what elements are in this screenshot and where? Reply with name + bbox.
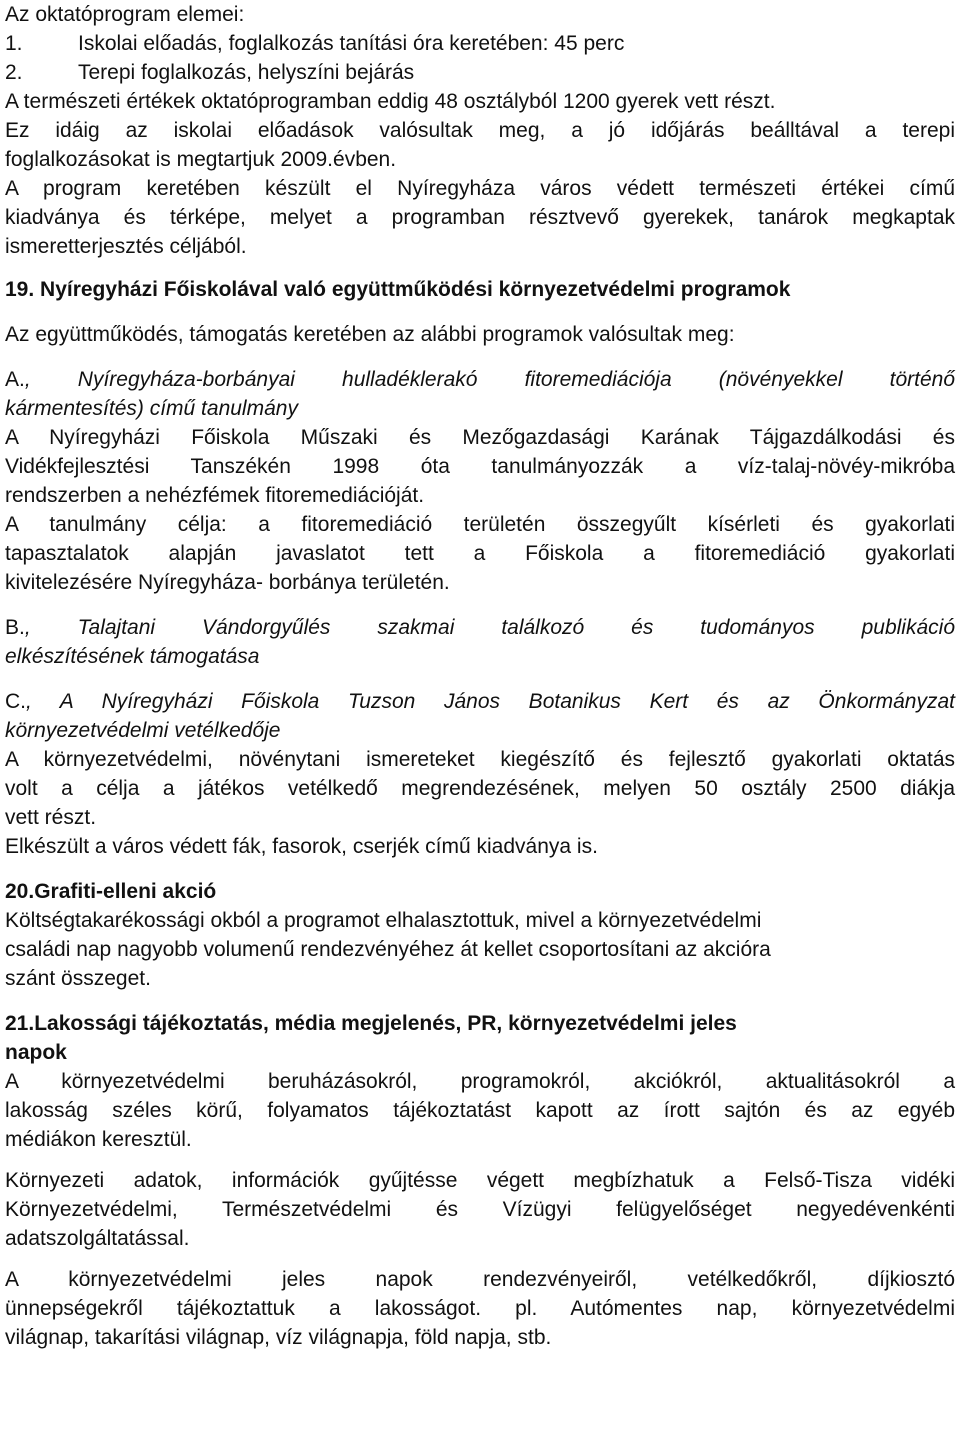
paragraph-line: Vidékfejlesztési Tanszékén 1998 óta tanulmányozzák a víz-talaj-növéy-mikróba [5,455,955,478]
paragraph-line: A környezetvédelmi beruházásokról, programokról, akciókról, aktualitásokról a [5,1070,955,1093]
paragraph-line: volt a célja a játékos vetélkedő megrendezésének, melyen 50 osztály 2500 diákja [5,777,955,800]
paragraph-line: kiadványa és térképe, melyet a programban résztvevő gyerekek, tanárok megkaptak [5,206,955,229]
paragraph-line: ünnepségekről tájékoztattuk a lakosságot. pl. Autómentes nap, környezetvédelmi [5,1297,955,1320]
paragraph-line: vett részt. [5,806,97,829]
document-page [5,0,955,1352]
list-item [5,58,955,87]
item-a-title-text: , Nyíregyháza-borbányai hulladéklerakó fitoremediációja (növényekkel történő [24,368,955,391]
paragraph-line: családi nap nagyobb volumenű rendezvényéhez át kellet csoportosítani az akcióra [5,938,771,961]
item-c-title-text: , A Nyíregyházi Főiskola Tuzson János Botanikus Kert és az Önkormányzat [26,690,955,713]
paragraph-line: Elkészült a város védett fák, fasorok, cserjék című kiadványa is. [5,835,598,858]
item-b-title-line: elkészítésének támogatása [5,645,260,668]
paragraph-line: A Nyíregyházi Főiskola Műszaki és Mezőgazdasági Karának Tájgazdálkodási és [5,426,955,449]
paragraph-line: kivitelezésére Nyíregyháza- borbánya területén. [5,571,450,594]
item-b-title-line [5,613,955,642]
paragraph-line: világnap, takarítási világnap, víz világnapja, föld napja, stb. [5,1326,552,1349]
intro-heading: Az oktatóprogram elemei: [5,3,245,26]
section-19-lead: Az együttműködés, támogatás keretében az alábbi programok valósultak meg: [5,323,735,346]
paragraph-line: foglalkozásokat is megtartjuk 2009.évben. [5,148,397,171]
section-20-title [5,877,955,906]
list-item-text: Terepi foglalkozás, helyszíni bejárás [78,61,415,84]
item-b-title-text: , Talajtani Vándorgyűlés szakmai találkozó és tudományos publikáció [24,616,955,639]
section-21-title [5,1009,955,1038]
section-20-number: 20. [5,880,35,903]
paragraph-line: médiákon keresztül. [5,1128,192,1151]
section-21-title-text: Lakossági tájékoztatás, média megjelenés, PR, környezetvédelmi jeles [34,1012,737,1035]
participation-line: A természeti értékek oktatóprogramban eddig 48 osztályból 1200 gyerek vett részt. [5,90,776,113]
item-a-label: A. [5,368,25,391]
paragraph-line: tapasztalatok alapján javaslatot tett a Főiskola a fitoremediáció gyakorlati [5,542,955,565]
item-a-title-line [5,365,955,394]
paragraph-line: szánt összeget. [5,967,151,990]
paragraph-line: Környezeti adatok, információk gyűjtésse végett megbízhatuk a Felső-Tisza vidéki [5,1169,955,1192]
paragraph-line: Költségtakarékossági okból a programot elhalasztottuk, mivel a környezetvédelmi [5,909,762,932]
paragraph-line: Ez idáig az iskolai előadások valósultak meg, a jó időjárás beálltával a terepi [5,119,955,142]
paragraph-line: A tanulmány célja: a fitoremediáció területén összegyűlt kísérleti és gyakorlati [5,513,955,536]
item-a-title-line: kármentesítés) című tanulmány [5,397,298,420]
list-item-text: Iskolai előadás, foglalkozás tanítási óra keretében: 45 perc [78,32,625,55]
section-20-title-text: Grafiti-elleni akció [34,880,217,903]
section-21-title-line: napok [5,1041,67,1064]
section-21-number: 21. [5,1012,35,1035]
list-item-number: 2. [5,61,23,84]
paragraph-line: A program keretében készült el Nyíregyháza város védett természeti értékei című [5,177,955,200]
paragraph-line: A környezetvédelmi, növénytani ismereteket kiegészítő és fejlesztő gyakorlati oktatás [5,748,955,771]
paragraph-line: adatszolgáltatással. [5,1227,190,1250]
item-b-label: B. [5,616,25,639]
section-19-title: 19. Nyíregyházi Főiskolával való együttműködési környezetvédelmi programok [5,278,791,301]
paragraph-line: lakosság széles körű, folyamatos tájékoztatást kapott az írott sajtón és az egyéb [5,1099,955,1122]
paragraph-line: Környezetvédelmi, Természetvédelmi és Vízügyi felügyelőséget negyedévenkénti [5,1198,955,1221]
item-c-title-line [5,687,955,716]
paragraph-line: ismeretterjesztés céljából. [5,235,247,258]
item-c-label: C. [5,690,26,713]
paragraph-line: rendszerben a nehézfémek fitoremediációját. [5,484,425,507]
list-item [5,29,955,58]
list-item-number: 1. [5,32,23,55]
paragraph-line: A környezetvédelmi jeles napok rendezvényeiről, vetélkedőkről, díjkiosztó [5,1268,955,1291]
item-c-title-line: környezetvédelmi vetélkedője [5,719,281,742]
